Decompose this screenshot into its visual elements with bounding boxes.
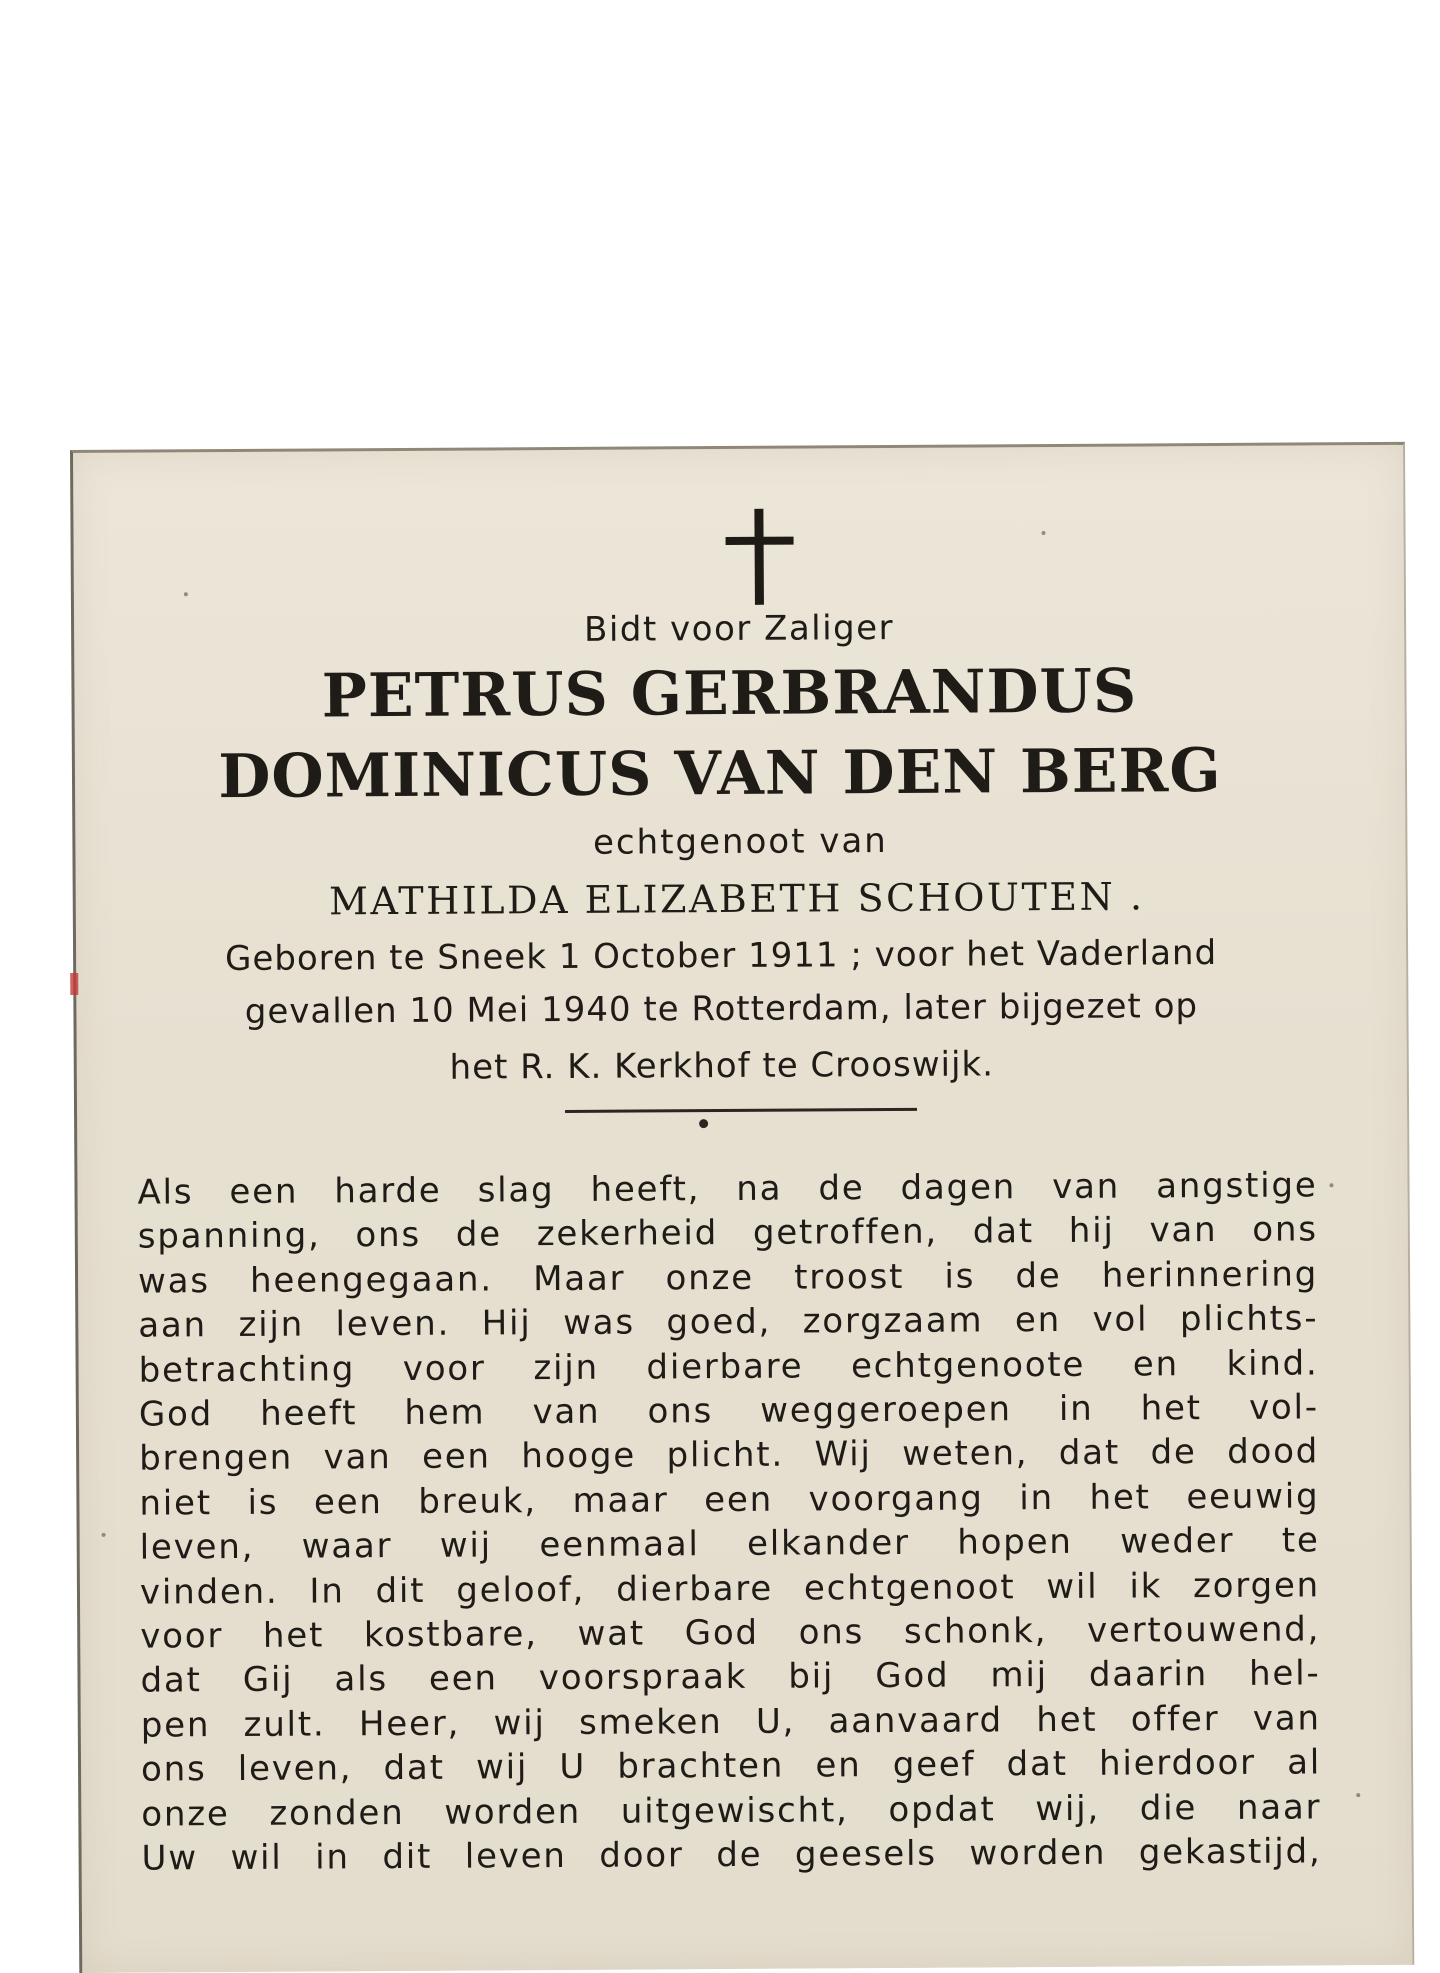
- divider-line: [565, 1108, 917, 1113]
- memorial-text-line: dat Gij als een voorspraak bij God mij daarin hel-: [140, 1653, 1321, 1702]
- birth-death-info-line1: Geboren te Sneek 1 October 1911 ; voor het Vaderland: [224, 933, 1218, 980]
- memorial-text-line: Als een harde slag heeft, na de dagen van angstige: [137, 1165, 1318, 1213]
- memorial-text-line: brengen van een hooge plicht. Wij weten, dat de dood: [139, 1431, 1320, 1480]
- birth-death-info-line2: gevallen 10 Mei 1940 te Rotterdam, later bijgezet op: [244, 986, 1199, 1032]
- memorial-text-line: betrachting voor zijn dierbare echtgenoote en kind.: [138, 1343, 1319, 1391]
- paper-speck: [1330, 1183, 1334, 1187]
- cross-horizontal-bar: [726, 537, 794, 545]
- prayer-intro: Bidt voor Zaliger: [583, 607, 895, 650]
- paper-speck: [1356, 1793, 1360, 1797]
- memorial-text-line: onze zonden worden uitgewischt, opdat wij, die naar: [141, 1787, 1322, 1835]
- memorial-text: [137, 1163, 1321, 1881]
- deceased-name-line1: PETRUS GERBRANDUS: [321, 656, 1138, 732]
- memorial-text-line: vinden. In dit geloof, dierbare echtgenoot wil ik zorgen: [139, 1565, 1321, 1613]
- spouse-name: MATHILDA ELIZABETH SCHOUTEN .: [328, 874, 1145, 924]
- paper-speck: [102, 1533, 106, 1537]
- cross-icon: [725, 509, 794, 605]
- memorial-text-line: God heeft hem van ons weggeroepen in het vol-: [138, 1387, 1319, 1435]
- memorial-text-line: ons leven, dat wij U brachten en geef dat hierdoor al: [140, 1742, 1322, 1790]
- divider-ornament: [699, 1119, 708, 1128]
- deceased-name-line2: DOMINICUS VAN DEN BERG: [218, 735, 1222, 813]
- memorial-text-line: leven, waar wij eenmaal elkander hopen weder te: [139, 1520, 1320, 1568]
- memorial-text-line: niet is een breuk, maar een voorgang in het eeuwig: [139, 1476, 1320, 1524]
- paper-speck: [184, 592, 188, 596]
- memorial-text-line: spanning, ons de zekerheid getroffen, dat hij van ons: [137, 1209, 1318, 1258]
- memorial-text-line: voor het kostbare, wat God ons schonk, vertouwend,: [140, 1609, 1321, 1657]
- memorial-text-line: aan zijn leven. Hij was goed, zorgzaam en vol plichts-: [138, 1298, 1319, 1346]
- memorial-text-line: Uw wil in dit leven door de geesels worden gekastijd,: [141, 1831, 1322, 1879]
- memorial-text-line: was heengegaan. Maar onze troost is de herinnering: [137, 1254, 1319, 1302]
- memorial-text-line: pen zult. Heer, wij smeken U, aanvaard het offer van: [140, 1698, 1321, 1746]
- paper-speck: [1042, 531, 1046, 535]
- memorial-card: [70, 442, 1414, 1973]
- birth-death-info-line3: het R. K. Kerkhof te Crooswijk.: [449, 1044, 995, 1088]
- spouse-label: echtgenoot van: [592, 821, 888, 863]
- cross-vertical-bar: [754, 509, 764, 605]
